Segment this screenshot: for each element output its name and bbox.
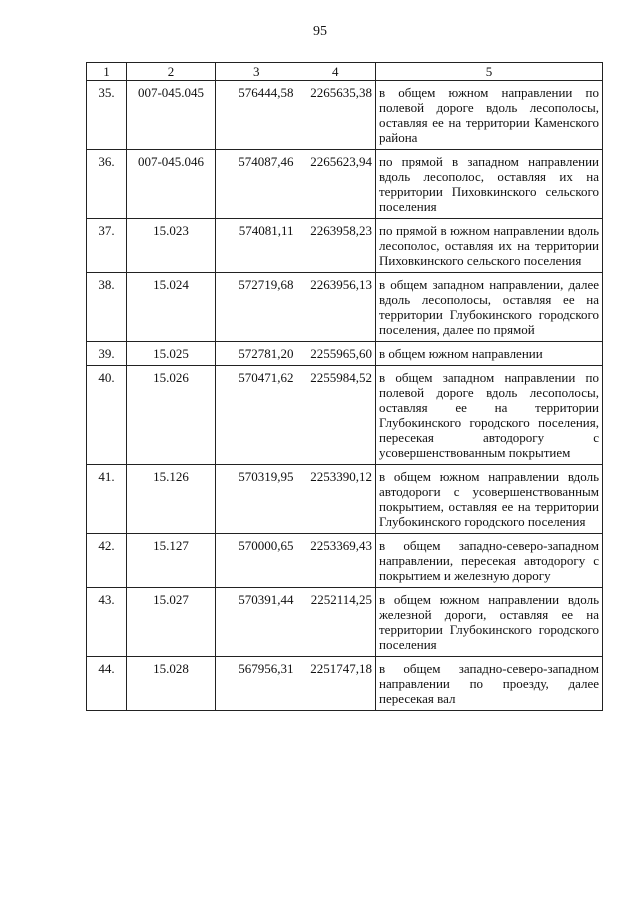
row-number: 37. [87,219,127,273]
boundary-points-table [86,62,603,711]
boundary-description: в общем южном направлении [376,342,603,366]
coordinate-y: 2263958,23 [296,219,376,273]
coordinate-x: 576444,58 [216,81,296,150]
row-number: 39. [87,342,127,366]
point-id: 15.127 [127,534,216,588]
point-id: 15.026 [127,366,216,465]
column-header-1: 1 [87,63,127,81]
row-number: 36. [87,150,127,219]
row-number: 42. [87,534,127,588]
boundary-description: в общем западном направлении по полевой дороге вдоль лесополосы, оставляя ее на территории Глубокинского городского поселения, пересекая автодорогу с усовершенствованным покрытием [376,366,603,465]
coordinate-x: 570319,95 [216,465,296,534]
boundary-description: в общем западно-северо-западном направлении по проезду, далее пересекая вал [376,657,603,711]
boundary-description: в общем южном направлении по полевой дороге вдоль лесополосы, оставляя ее на территории Каменского района [376,81,603,150]
boundary-description: в общем южном направлении вдоль автодороги с усовершенствованным покрытием, оставляя ее на территории Глубокинского городского поселения [376,465,603,534]
table-row [87,534,603,588]
coordinate-x: 574081,11 [216,219,296,273]
coordinate-y: 2251747,18 [296,657,376,711]
table-row [87,273,603,342]
coordinate-x: 570471,62 [216,366,296,465]
point-id: 15.024 [127,273,216,342]
row-number: 38. [87,273,127,342]
coordinate-x: 567956,31 [216,657,296,711]
table-row [87,588,603,657]
column-header-2: 2 [127,63,216,81]
table-row [87,219,603,273]
boundary-description: по прямой в западном направлении вдоль лесополос, оставляя их на территории Пиховкинского сельского поселения [376,150,603,219]
boundary-description: в общем западно-северо-западном направлении, пересекая автодорогу с покрытием и железную дорогу [376,534,603,588]
boundary-description: в общем западном направлении, далее вдоль лесополосы, оставляя ее на территории Глубокинского городского поселения, далее по прямой [376,273,603,342]
row-number: 41. [87,465,127,534]
point-id: 007-045.046 [127,150,216,219]
table-row [87,465,603,534]
row-number: 35. [87,81,127,150]
point-id: 15.126 [127,465,216,534]
coordinate-y: 2253369,43 [296,534,376,588]
boundary-description: по прямой в южном направлении вдоль лесополос, оставляя их на территории Пиховкинского сельского поселения [376,219,603,273]
table-row [87,81,603,150]
table-row [87,657,603,711]
page-number: 95 [313,24,327,39]
point-id: 15.023 [127,219,216,273]
table-row [87,150,603,219]
coordinate-x: 572781,20 [216,342,296,366]
point-id: 15.028 [127,657,216,711]
table-row [87,366,603,465]
column-header-3: 3 [216,63,296,81]
point-id: 15.025 [127,342,216,366]
row-number: 40. [87,366,127,465]
point-id: 15.027 [127,588,216,657]
column-header-5: 5 [376,63,603,81]
row-number: 44. [87,657,127,711]
coordinate-y: 2255965,60 [296,342,376,366]
table-row [87,342,603,366]
coordinate-x: 570391,44 [216,588,296,657]
boundary-description: в общем южном направлении вдоль железной дороги, оставляя ее на территории Глубокинского городского поселения [376,588,603,657]
column-header-4: 4 [296,63,376,81]
point-id: 007-045.045 [127,81,216,150]
row-number: 43. [87,588,127,657]
coordinate-x: 572719,68 [216,273,296,342]
coordinate-y: 2255984,52 [296,366,376,465]
coordinate-y: 2253390,12 [296,465,376,534]
coordinate-y: 2263956,13 [296,273,376,342]
coordinate-y: 2265623,94 [296,150,376,219]
coordinate-x: 570000,65 [216,534,296,588]
coordinate-x: 574087,46 [216,150,296,219]
coordinate-y: 2252114,25 [296,588,376,657]
table-header-row [87,63,603,81]
coordinate-y: 2265635,38 [296,81,376,150]
